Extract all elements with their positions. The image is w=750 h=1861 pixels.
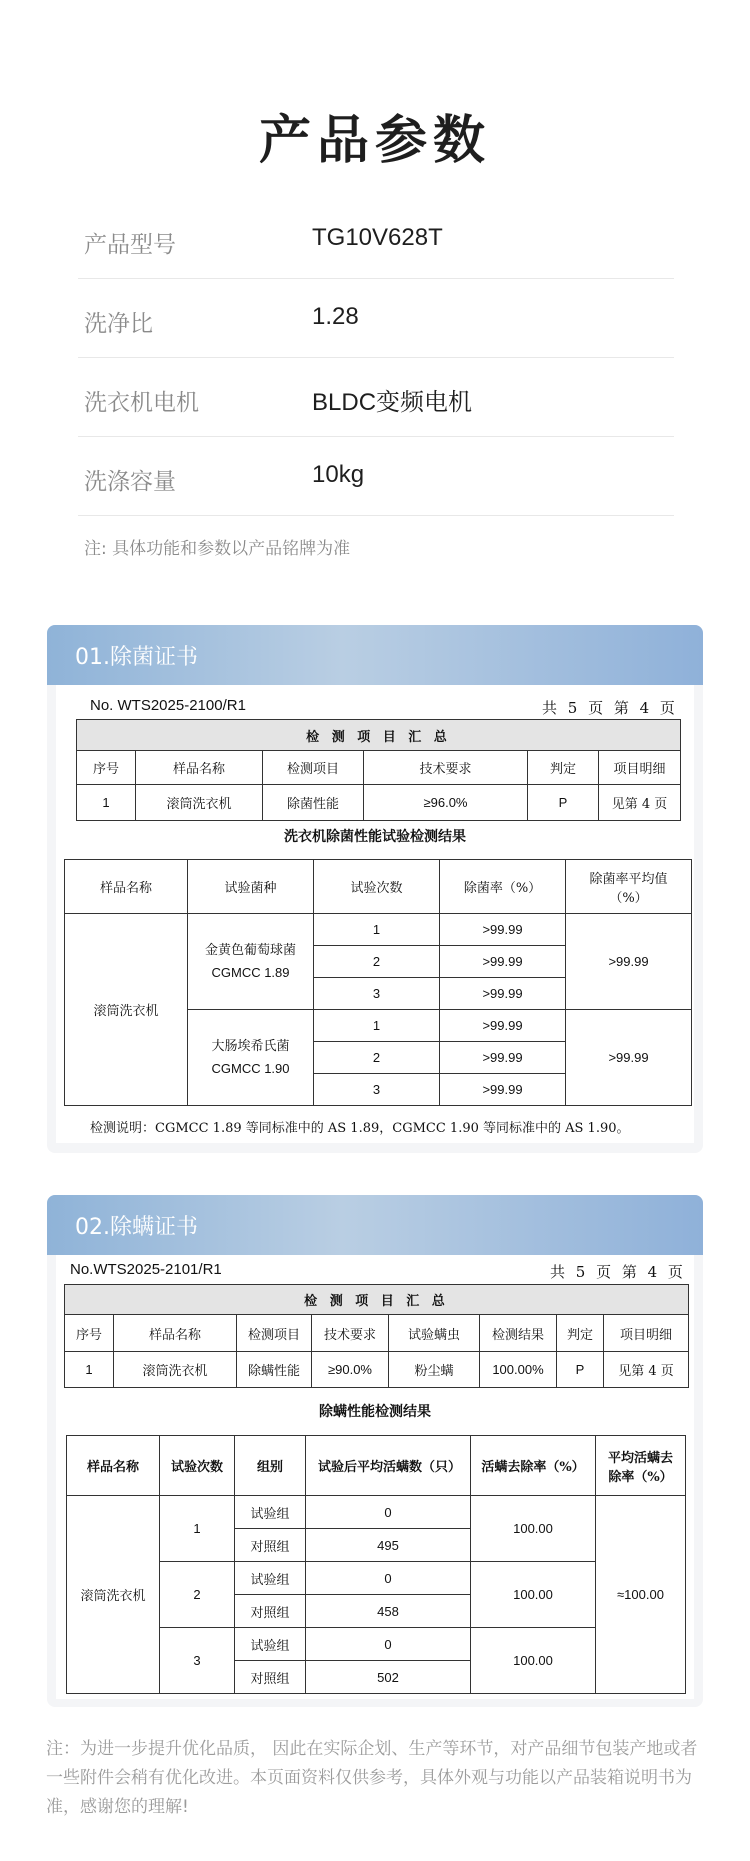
strain-name: 大肠埃希氏菌 xyxy=(211,1038,290,1054)
summary-title: 检 测 项 目 汇 总 xyxy=(65,1285,689,1315)
param-value: 10kg xyxy=(312,461,365,488)
param-row-motor xyxy=(78,358,674,437)
result-table xyxy=(66,1435,686,1694)
summary-cell: ≥96.0% xyxy=(364,785,528,821)
summary-cell: 除菌性能 xyxy=(263,785,364,821)
sample-name: 滚筒洗衣机 xyxy=(67,1496,160,1694)
average-rate: >99.99 xyxy=(566,914,692,1010)
summary-cell: P xyxy=(557,1352,604,1388)
result-header: 试验后平均活螨数（只） xyxy=(306,1436,471,1496)
summary-cell: 滚筒洗衣机 xyxy=(136,785,263,821)
summary-header: 序号 xyxy=(65,1315,114,1352)
summary-table xyxy=(76,719,681,821)
result-header: 除菌率平均值（%） xyxy=(566,860,692,914)
mite-count: 458 xyxy=(306,1595,471,1628)
summary-title: 检 测 项 目 汇 总 xyxy=(77,720,681,751)
result-header: 试验次数 xyxy=(314,860,440,914)
summary-cell: 100.00% xyxy=(480,1352,557,1388)
banner-title: 02.除螨证书 xyxy=(75,1215,198,1240)
summary-header: 序号 xyxy=(77,751,136,785)
param-label: 产品型号 xyxy=(84,232,176,258)
removal-rate: 100.00 xyxy=(471,1496,596,1562)
param-label: 洗净比 xyxy=(84,311,153,337)
summary-cell: 滚筒洗衣机 xyxy=(114,1352,237,1388)
mite-count: 0 xyxy=(306,1562,471,1595)
strain-cell xyxy=(188,914,314,1010)
sterilization-certificate-card xyxy=(47,625,703,1153)
run-number: 3 xyxy=(314,1074,440,1106)
summary-cell: ≥90.0% xyxy=(312,1352,389,1388)
result-header: 活螨去除率（%） xyxy=(471,1436,596,1496)
group-label: 对照组 xyxy=(235,1529,306,1562)
result-header: 组别 xyxy=(235,1436,306,1496)
page-count: 共 5 页 第 4 页 xyxy=(542,699,678,717)
param-label: 洗衣机电机 xyxy=(84,390,199,416)
run-number: 2 xyxy=(314,1042,440,1074)
result-header: 试验次数 xyxy=(160,1436,235,1496)
summary-header: 检测结果 xyxy=(480,1315,557,1352)
run-rate: >99.99 xyxy=(440,914,566,946)
param-label: 洗涤容量 xyxy=(84,469,176,495)
run-number: 3 xyxy=(160,1628,235,1694)
result-header: 样品名称 xyxy=(65,860,188,914)
run-rate: >99.99 xyxy=(440,978,566,1010)
summary-cell: 1 xyxy=(77,785,136,821)
summary-cell: 见第 4 页 xyxy=(599,785,681,821)
summary-header: 试验螨虫 xyxy=(389,1315,480,1352)
params-note: 注: 具体功能和参数以产品铭牌为准 xyxy=(84,539,351,559)
average-rate: >99.99 xyxy=(566,1010,692,1106)
summary-cell: 粉尘螨 xyxy=(389,1352,480,1388)
result-header: 除菌率（%） xyxy=(440,860,566,914)
param-row-capacity xyxy=(78,437,674,516)
run-number: 2 xyxy=(160,1562,235,1628)
group-label: 试验组 xyxy=(235,1496,306,1529)
summary-cell: 1 xyxy=(65,1352,114,1388)
mite-count: 502 xyxy=(306,1661,471,1694)
strain-name: 金黄色葡萄球菌 xyxy=(204,942,296,958)
certificate-banner xyxy=(47,1195,703,1255)
result-header: 试验菌种 xyxy=(188,860,314,914)
summary-header: 技术要求 xyxy=(312,1315,389,1352)
result-table xyxy=(64,859,692,1106)
sample-name: 滚筒洗衣机 xyxy=(65,914,188,1106)
summary-header: 样品名称 xyxy=(114,1315,237,1352)
param-value: 1.28 xyxy=(312,303,359,330)
group-label: 试验组 xyxy=(235,1562,306,1595)
mite-count: 495 xyxy=(306,1529,471,1562)
param-value: TG10V628T xyxy=(312,224,443,251)
result-title: 除螨性能检测结果 xyxy=(319,1404,431,1420)
page-title: 产品参数 xyxy=(258,111,491,171)
summary-cell: 见第 4 页 xyxy=(604,1352,689,1388)
summary-table xyxy=(64,1284,689,1388)
result-header: 样品名称 xyxy=(67,1436,160,1496)
summary-cell: 除螨性能 xyxy=(237,1352,312,1388)
summary-header: 判定 xyxy=(557,1315,604,1352)
run-rate: >99.99 xyxy=(440,1074,566,1106)
run-number: 1 xyxy=(314,1010,440,1042)
mite-removal-certificate-card xyxy=(47,1195,703,1707)
summary-cell: P xyxy=(528,785,599,821)
doc-number: No.WTS2025-2101/R1 xyxy=(70,1261,222,1278)
summary-header: 项目明细 xyxy=(599,751,681,785)
summary-header: 样品名称 xyxy=(136,751,263,785)
certificate-banner xyxy=(47,625,703,685)
disclaimer-note: 注：为进一步提升优化品质， 因此在实际企划、生产等环节，对产品细节包装产地或者一些附件会稍有优化改进。本页面资料仅供参考，具体外观与功能以产品装箱说明书为准，感谢您的理解! xyxy=(46,1739,698,1817)
mite-count: 0 xyxy=(306,1496,471,1529)
run-number: 2 xyxy=(314,946,440,978)
group-label: 对照组 xyxy=(235,1661,306,1694)
doc-number: No. WTS2025-2100/R1 xyxy=(90,697,246,714)
strain-code: CGMCC 1.89 xyxy=(211,964,290,980)
run-rate: >99.99 xyxy=(440,1042,566,1074)
run-rate: >99.99 xyxy=(440,1010,566,1042)
result-title: 洗衣机除菌性能试验检测结果 xyxy=(284,829,466,845)
params-list xyxy=(78,200,674,516)
run-number: 1 xyxy=(314,914,440,946)
summary-header: 判定 xyxy=(528,751,599,785)
group-label: 试验组 xyxy=(235,1628,306,1661)
removal-rate: 100.00 xyxy=(471,1562,596,1628)
average-removal-rate: ≈100.00 xyxy=(596,1496,686,1694)
strain-cell xyxy=(188,1010,314,1106)
result-note: 检测说明：CGMCC 1.89 等同标准中的 AS 1.89，CGMCC 1.90 等同标准中的 AS 1.90。 xyxy=(90,1121,630,1136)
removal-rate: 100.00 xyxy=(471,1628,596,1694)
summary-header: 项目明细 xyxy=(604,1315,689,1352)
run-rate: >99.99 xyxy=(440,946,566,978)
summary-header: 技术要求 xyxy=(364,751,528,785)
summary-header: 检测项目 xyxy=(263,751,364,785)
certificate-paper xyxy=(56,1255,694,1699)
banner-title: 01.除菌证书 xyxy=(75,645,198,670)
param-row-model xyxy=(78,200,674,279)
group-label: 对照组 xyxy=(235,1595,306,1628)
page-count: 共 5 页 第 4 页 xyxy=(550,1263,686,1281)
mite-count: 0 xyxy=(306,1628,471,1661)
run-number: 3 xyxy=(314,978,440,1010)
summary-header: 检测项目 xyxy=(237,1315,312,1352)
result-header: 平均活螨去除率（%） xyxy=(596,1436,686,1496)
param-row-wash-ratio xyxy=(78,279,674,358)
strain-code: CGMCC 1.90 xyxy=(211,1060,290,1076)
run-number: 1 xyxy=(160,1496,235,1562)
certificate-paper xyxy=(56,685,694,1143)
param-value: BLDC变频电机 xyxy=(312,389,473,416)
